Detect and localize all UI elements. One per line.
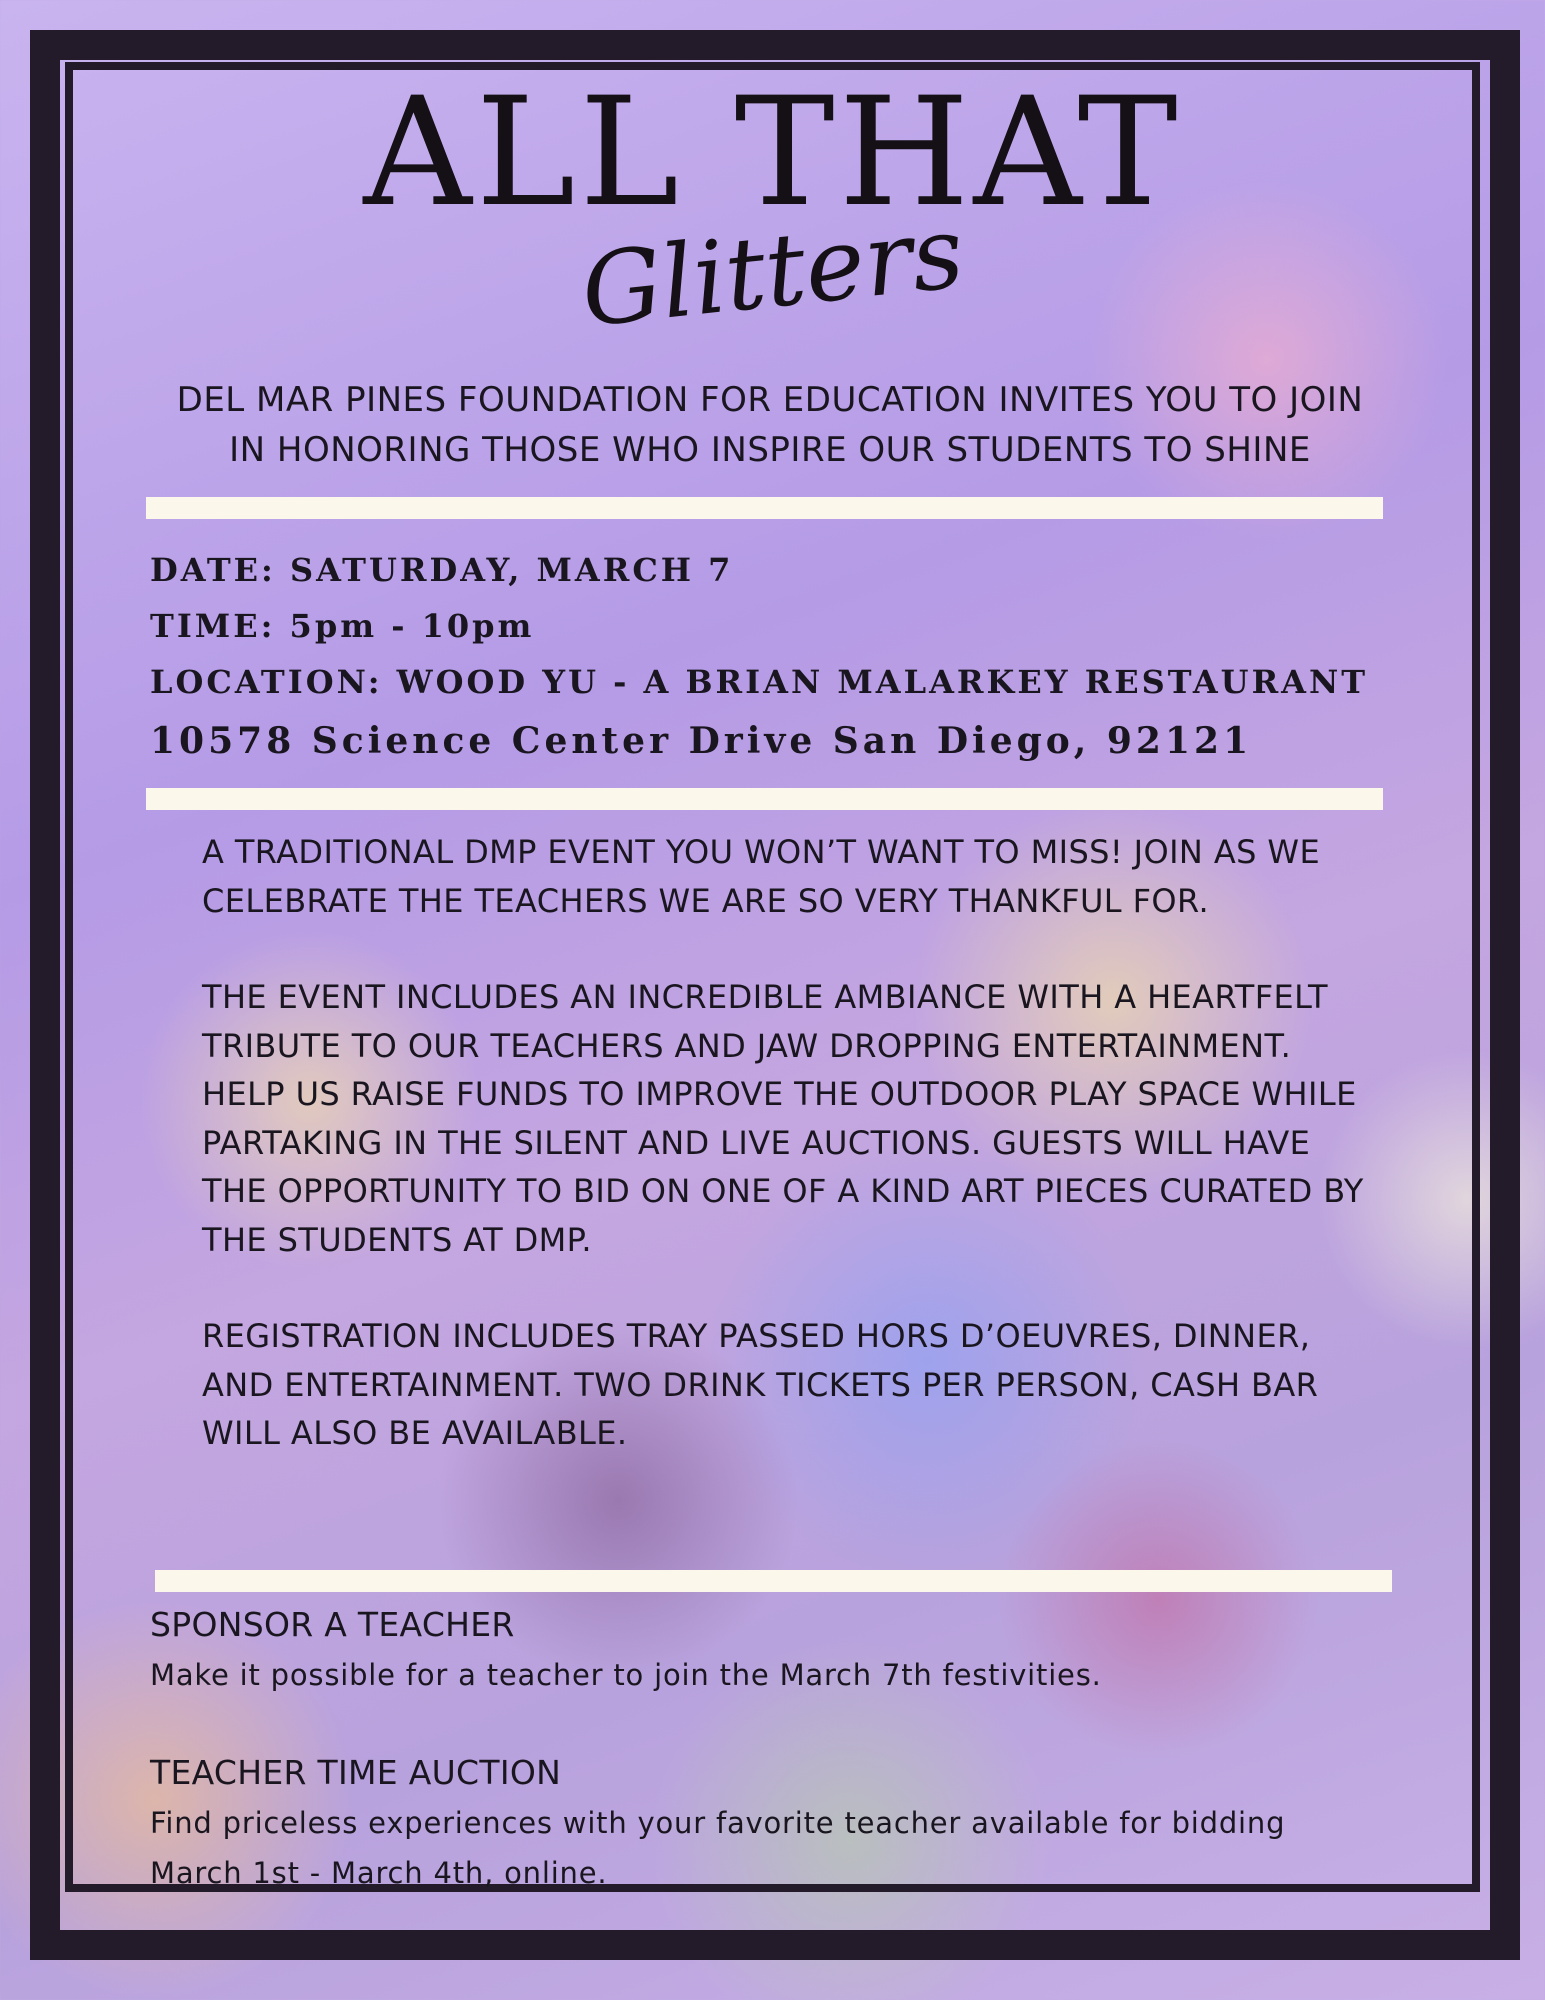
intro-line-1: DEL MAR PINES FOUNDATION FOR EDUCATION INVITES YOU TO JOIN: [176, 380, 1364, 420]
description-paragraph-1: A TRADITIONAL DMP EVENT YOU WON’T WANT TO MISS! JOIN AS WE CELEBRATE THE TEACHERS WE ARE SO VERY THANKFUL FOR.: [202, 833, 1321, 920]
extra-opportunities: [150, 1600, 1410, 1946]
invitation-intro: [110, 375, 1430, 475]
sponsor-description: Make it possible for a teacher to join the March 7th festivities.: [150, 1658, 1102, 1692]
event-description: [202, 828, 1382, 1506]
intro-line-2: IN HONORING THOSE WHO INSPIRE OUR STUDENTS TO SHINE: [229, 430, 1311, 470]
event-time: TIME: 5pm - 10pm: [150, 607, 535, 645]
event-details: [150, 542, 1400, 772]
description-paragraph-3: REGISTRATION INCLUDES TRAY PASSED HORS D’OEUVRES, DINNER, AND ENTERTAINMENT. TWO DRINK TICKETS PER PERSON, CASH BAR WILL ALSO BE AVAILABLE.: [202, 1317, 1319, 1452]
sponsor-heading: SPONSOR A TEACHER: [150, 1605, 515, 1644]
auction-heading: TEACHER TIME AUCTION: [150, 1753, 562, 1792]
auction-description-line-1: Find priceless experiences with your favorite teacher available for bidding: [150, 1806, 1286, 1840]
event-title-script: Glitters: [576, 193, 969, 350]
sponsor-section: [150, 1600, 1410, 1700]
divider-bottom: [155, 1570, 1392, 1592]
event-address: 10578 Science Center Drive San Diego, 92121: [150, 720, 1253, 762]
divider-top: [146, 497, 1383, 519]
divider-middle: [146, 788, 1383, 810]
description-paragraph-2: THE EVENT INCLUDES AN INCREDIBLE AMBIANCE WITH A HEARTFELT TRIBUTE TO OUR TEACHERS AND JAW DROPPING ENTERTAINMENT. HELP US RAISE FUNDS TO IMPROVE THE OUTDOOR PLAY SPACE WHILE PARTAKING IN THE SILENT AND LIVE AUCTIONS. GUESTS WILL HAVE THE OPPORTUNITY TO BID ON ONE OF A KIND ART PIECES CURATED BY THE STUDENTS AT DMP.: [202, 978, 1364, 1259]
auction-section: [150, 1748, 1410, 1898]
event-date: DATE: SATURDAY, MARCH 7: [150, 551, 734, 589]
event-title: ALL THAT: [363, 66, 1182, 240]
event-location: LOCATION: WOOD YU - A BRIAN MALARKEY RESTAURANT: [150, 663, 1369, 701]
auction-description-line-2: March 1st - March 4th, online.: [150, 1856, 608, 1890]
